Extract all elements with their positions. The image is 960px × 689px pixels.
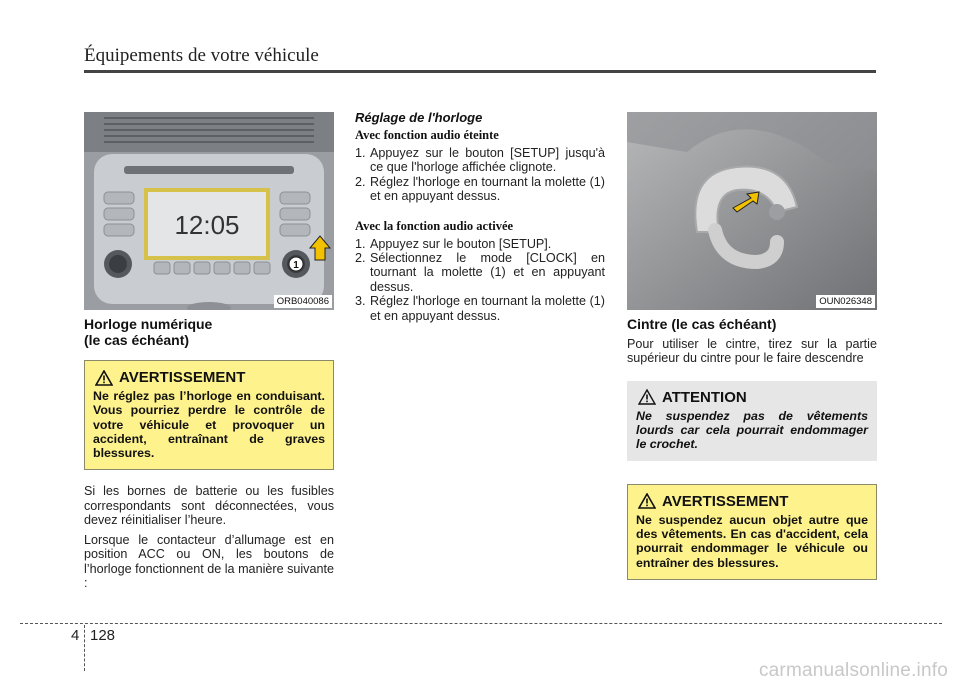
page-number: 128: [90, 627, 116, 644]
steps-audio-on: [355, 237, 605, 323]
steps-audio-off: [355, 146, 605, 204]
subheading-audio-off: Avec fonction audio éteinte: [355, 128, 499, 142]
caution-text: Ne suspendez pas de vêtements lourds car cela pourrait endommager le crochet.: [636, 408, 868, 452]
photo-code: OUN026348: [816, 295, 875, 308]
para-hanger: Pour utiliser le cintre, tirez sur la partie supérieur du cintre pour le faire descendre: [627, 337, 877, 366]
list-item: 1. Appuyez sur le bouton [SETUP].: [355, 236, 552, 251]
heading-clock: [84, 316, 334, 348]
heading-hanger: Cintre (le cas échéant): [627, 316, 777, 332]
warning-title-row: [638, 493, 868, 510]
warning-box-clock: [84, 360, 334, 470]
audio-unit-photo: [84, 112, 334, 310]
clock-display: 12:05: [174, 210, 240, 240]
list-item: 1. Appuyez sur le bouton [SETUP] jusqu'à ce que l'horloge affichée clignote.: [355, 146, 605, 175]
subheading-audio-on: Avec la fonction audio activée: [355, 218, 514, 233]
audio-unit-illustration: [84, 112, 334, 310]
section-title: Équipements de votre véhicule: [84, 45, 319, 66]
warning-box-hanger: [627, 484, 877, 580]
warning-text: Ne suspendez aucun objet autre que des vêtements. En cas d'accident, cela pourrait endommager le véhicule ou entraîner des blessures.: [636, 512, 868, 570]
caution-box-hanger: [627, 381, 877, 461]
caution-triangle-icon: [638, 389, 656, 405]
footer-rule: [20, 623, 942, 624]
warning-title: AVERTISSEMENT: [662, 492, 789, 510]
para-ignition: Lorsque le contacteur d’allumage est en position ACC ou ON, les boutons de l’horloge fonctionnent de la manière suivante :: [84, 532, 334, 590]
list-item: 2. Sélectionnez le mode [CLOCK] en tournant la molette (1) et en appuyant dessus.: [355, 251, 605, 294]
photo-code: ORB040086: [274, 295, 332, 308]
warning-text: Ne réglez pas l’horloge en conduisant. Vous pourriez perdre le contrôle de votre véhicule et provoquer un accident, entraînant de graves blessures.: [93, 389, 325, 461]
column-hanger: [627, 112, 877, 580]
callout-number: 1: [293, 260, 299, 271]
warning-title: AVERTISSEMENT: [119, 369, 246, 386]
warning-triangle-icon: [95, 370, 113, 386]
caution-title: ATTENTION: [662, 388, 747, 406]
warning-title-row: [95, 369, 325, 386]
heading-line-2: (le cas échéant): [84, 332, 190, 348]
chapter-number: 4: [71, 627, 80, 644]
clock-setting-title: Réglage de l'horloge: [355, 110, 483, 125]
header-rule: [84, 70, 876, 73]
warning-triangle-icon: [638, 493, 656, 509]
list-item: 2. Réglez l'horloge en tournant la molette (1) et en appuyant dessus.: [355, 174, 605, 204]
para-battery: Si les bornes de batterie ou les fusibles correspondants sont déconnectées, vous devez réinitialiser l’heure.: [84, 484, 334, 528]
column-clock-setting: [355, 112, 605, 323]
column-clock: [84, 112, 334, 590]
hanger-photo: [627, 112, 877, 310]
hanger-illustration: [627, 112, 877, 310]
caution-title-row: [638, 389, 868, 406]
watermark: carmanualsonline.info: [758, 660, 948, 681]
footer-divider: [84, 625, 85, 671]
heading-line-1: Horloge numérique: [84, 316, 213, 332]
list-item: 3. Réglez l'horloge en tournant la molette (1) et en appuyant dessus.: [355, 294, 605, 323]
